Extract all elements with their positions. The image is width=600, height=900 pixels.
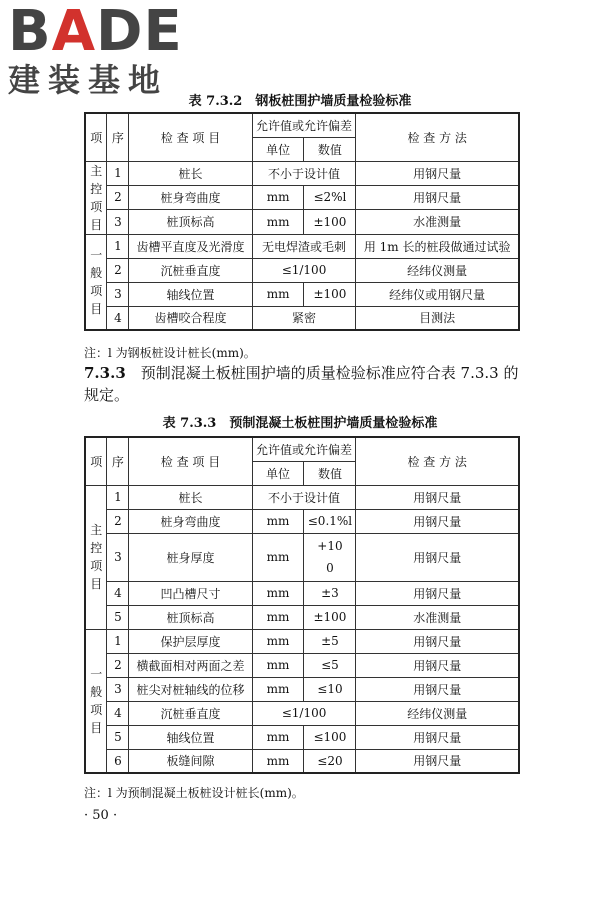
value-upper: +10 bbox=[317, 539, 343, 553]
row-no: 4 bbox=[107, 701, 129, 725]
row-method: 用钢尺量 bbox=[356, 533, 519, 581]
row-no: 1 bbox=[107, 485, 129, 509]
header-unit: 单位 bbox=[252, 137, 304, 161]
header-no: 序 bbox=[107, 437, 129, 485]
row-method: 用钢尺量 bbox=[356, 161, 519, 185]
row-method: 用钢尺量 bbox=[356, 485, 519, 509]
row-unit: mm bbox=[252, 185, 304, 209]
section-paragraph bbox=[84, 362, 524, 406]
row-value: ±100 bbox=[304, 605, 356, 629]
table2 bbox=[84, 436, 520, 774]
row-allow: ≤1/100 bbox=[252, 258, 356, 282]
row-method: 目测法 bbox=[356, 306, 519, 330]
row-no: 1 bbox=[107, 161, 129, 185]
row-method: 水准测量 bbox=[356, 605, 519, 629]
row-method: 用钢尺量 bbox=[356, 749, 519, 773]
table2-note: 注：l 为预制混凝土板桩设计桩长(mm)。 bbox=[84, 786, 304, 800]
row-unit: mm bbox=[252, 605, 304, 629]
row-allow: 不小于设计值 bbox=[252, 161, 356, 185]
row-method: 经纬仪测量 bbox=[356, 258, 519, 282]
row-unit: mm bbox=[252, 677, 304, 701]
row-no: 5 bbox=[107, 605, 129, 629]
row-item: 桩长 bbox=[129, 161, 252, 185]
row-value: ≤0.1%l bbox=[304, 509, 356, 533]
row-method: 用 1m 长的桩段做通过试验 bbox=[356, 234, 519, 258]
row-item: 板缝间隙 bbox=[129, 749, 252, 773]
row-item: 桩长 bbox=[129, 485, 252, 509]
row-no: 2 bbox=[107, 258, 129, 282]
row-item: 横截面相对两面之差 bbox=[129, 653, 252, 677]
row-no: 5 bbox=[107, 725, 129, 749]
header-cat: 项 bbox=[85, 113, 107, 161]
row-item: 轴线位置 bbox=[129, 282, 252, 306]
category-general: 一 般 项 目 bbox=[85, 629, 107, 773]
row-unit: mm bbox=[252, 581, 304, 605]
row-value: ≤20 bbox=[304, 749, 356, 773]
row-no: 3 bbox=[107, 533, 129, 581]
row-unit: mm bbox=[252, 509, 304, 533]
row-item: 凹凸槽尺寸 bbox=[129, 581, 252, 605]
row-item: 桩顶标高 bbox=[129, 605, 252, 629]
row-unit: mm bbox=[252, 653, 304, 677]
table1-caption: 表 7.3.2 钢板桩围护墙质量检验标准 bbox=[188, 94, 412, 109]
row-no: 2 bbox=[107, 185, 129, 209]
header-item: 检 查 项 目 bbox=[129, 437, 252, 485]
header-allow: 允许值或允许偏差 bbox=[252, 113, 356, 137]
row-method: 经纬仪或用钢尺量 bbox=[356, 282, 519, 306]
table1-note: 注：l 为钢板桩设计桩长(mm)。 bbox=[84, 346, 256, 360]
section-number: 7.3.3 bbox=[84, 364, 126, 382]
row-unit: mm bbox=[252, 749, 304, 773]
row-value: ±100 bbox=[304, 282, 356, 306]
header-unit: 单位 bbox=[252, 461, 304, 485]
row-method: 用钢尺量 bbox=[356, 185, 519, 209]
row-no: 3 bbox=[107, 210, 129, 234]
row-item: 轴线位置 bbox=[129, 725, 252, 749]
row-method: 经纬仪测量 bbox=[356, 701, 519, 725]
header-method: 检 查 方 法 bbox=[356, 113, 519, 161]
row-item: 桩身厚度 bbox=[129, 533, 252, 581]
page-number: · 50 · bbox=[84, 808, 118, 823]
row-no: 2 bbox=[107, 653, 129, 677]
row-no: 4 bbox=[107, 581, 129, 605]
header-method: 检 查 方 法 bbox=[356, 437, 519, 485]
row-item: 桩顶标高 bbox=[129, 210, 252, 234]
category-main: 主 控 项 目 bbox=[85, 485, 107, 629]
row-unit: mm bbox=[252, 725, 304, 749]
row-unit: mm bbox=[252, 533, 304, 581]
row-item: 桩尖对桩轴线的位移 bbox=[129, 677, 252, 701]
row-no: 3 bbox=[107, 282, 129, 306]
logo-subtitle: 建装基地 bbox=[8, 61, 169, 99]
row-item: 桩身弯曲度 bbox=[129, 509, 252, 533]
row-no: 2 bbox=[107, 509, 129, 533]
section-text: 预制混凝土板桩围护墙的质量检验标准应符合表 7.3.3 的规定。 bbox=[84, 364, 519, 404]
row-unit: mm bbox=[252, 210, 304, 234]
logo-wordmark: BADE bbox=[8, 0, 183, 64]
row-allow: 无电焊渣或毛刺 bbox=[252, 234, 356, 258]
row-value: ≤10 bbox=[304, 677, 356, 701]
header-no: 序 bbox=[107, 113, 129, 161]
row-method: 水准测量 bbox=[356, 210, 519, 234]
row-item: 齿槽平直度及光滑度 bbox=[129, 234, 252, 258]
row-value: ±100 bbox=[304, 210, 356, 234]
row-unit: mm bbox=[252, 282, 304, 306]
row-value: ±5 bbox=[304, 629, 356, 653]
row-method: 用钢尺量 bbox=[356, 653, 519, 677]
row-no: 1 bbox=[107, 629, 129, 653]
watermark-logo bbox=[8, 0, 183, 99]
header-value: 数值 bbox=[304, 137, 356, 161]
row-method: 用钢尺量 bbox=[356, 725, 519, 749]
value-lower: 0 bbox=[326, 561, 334, 575]
row-allow: ≤1/100 bbox=[252, 701, 356, 725]
row-item: 保护层厚度 bbox=[129, 629, 252, 653]
row-unit: mm bbox=[252, 629, 304, 653]
table1 bbox=[84, 112, 520, 331]
category-main: 主 控 项 目 bbox=[85, 161, 107, 234]
row-item: 桩身弯曲度 bbox=[129, 185, 252, 209]
row-no: 3 bbox=[107, 677, 129, 701]
header-value: 数值 bbox=[304, 461, 356, 485]
row-item: 齿槽咬合程度 bbox=[129, 306, 252, 330]
row-no: 4 bbox=[107, 306, 129, 330]
row-method: 用钢尺量 bbox=[356, 509, 519, 533]
row-value: ≤100 bbox=[304, 725, 356, 749]
row-value: ≤2%l bbox=[304, 185, 356, 209]
row-method: 用钢尺量 bbox=[356, 677, 519, 701]
row-value: ≤5 bbox=[304, 653, 356, 677]
row-value bbox=[304, 533, 356, 581]
category-general: 一 般 项 目 bbox=[85, 234, 107, 330]
row-no: 6 bbox=[107, 749, 129, 773]
row-method: 用钢尺量 bbox=[356, 581, 519, 605]
header-item: 检 查 项 目 bbox=[129, 113, 252, 161]
row-no: 1 bbox=[107, 234, 129, 258]
row-value: ±3 bbox=[304, 581, 356, 605]
row-method: 用钢尺量 bbox=[356, 629, 519, 653]
row-item: 沉桩垂直度 bbox=[129, 701, 252, 725]
header-cat: 项 bbox=[85, 437, 107, 485]
row-allow: 紧密 bbox=[252, 306, 356, 330]
row-item: 沉桩垂直度 bbox=[129, 258, 252, 282]
table2-caption: 表 7.3.3 预制混凝土板桩围护墙质量检验标准 bbox=[162, 416, 438, 431]
row-allow: 不小于设计值 bbox=[252, 485, 356, 509]
header-allow: 允许值或允许偏差 bbox=[252, 437, 356, 461]
